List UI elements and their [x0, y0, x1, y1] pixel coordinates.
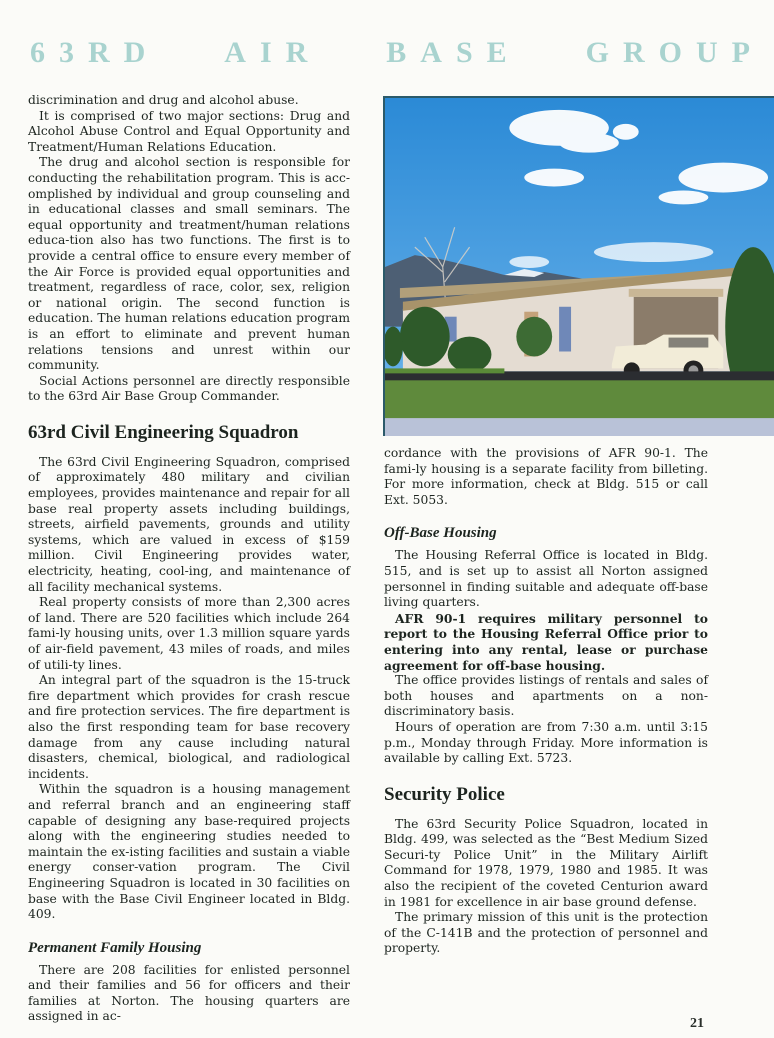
off-base-paragraph: The Housing Referral Office is located in Bldg. 515, and is set up to assist all Norton assigned personnel in finding suitable and adequate off-base living quarters. [384, 548, 708, 610]
window [559, 307, 571, 352]
right-column [384, 446, 708, 957]
security-police-paragraph: The 63rd Security Police Squadron, located in Bldg. 499, was selected as the “Best Medium Sized Securi-ty Police Unit” in the Military Airlift Command for 1978, 1979, 1980 and 1985. It was also the recipient of the coveted Centurion award in 1981 for excellence in air base ground defense. [384, 816, 708, 909]
security-police-paragraph: The primary mission of this unit is the protection of the C-141B and the protection of personnel and property. [384, 910, 708, 956]
banner-letter: A [420, 36, 442, 69]
banner-letter: R [622, 36, 645, 69]
security-police-heading: Security Police [384, 783, 505, 805]
banner-letter: 6 [30, 36, 45, 69]
lawn-left [385, 368, 504, 373]
page-number: 21 [690, 1016, 704, 1031]
housing-photo-illustration [385, 98, 774, 436]
banner-letter: B [386, 36, 407, 69]
banner-letter: I [259, 36, 272, 69]
banner-letter: D [123, 36, 146, 69]
housing-photo [383, 96, 774, 436]
banner-letter: S [455, 36, 473, 69]
carport-beam [629, 289, 724, 297]
sidewalk [385, 418, 774, 436]
banner-letter: G [585, 36, 609, 69]
banner-letter: U [695, 36, 718, 69]
left-column [28, 93, 350, 1025]
off-base-housing-heading: Off-Base Housing [384, 525, 497, 542]
banner-letter: 3 [59, 36, 74, 69]
intro-paragraph: discrimination and drug and alcohol abuse. [28, 93, 299, 107]
page-banner-title [30, 36, 750, 70]
civil-engineering-paragraph: Real property consists of more than 2,300 acres of land. There are 520 facilities which include 264 fami-ly housing units, over 1.3 million square yards of air-field pavement, 43 miles of roads, and miles of utili-ty lines. [28, 595, 350, 672]
intro-paragraph: The drug and alcohol section is responsible for conducting the rehabilitation program. This is acc-omplished by individual and group counseling and in educational classes and small seminars. The equal opportunity and treatment/human relations educa-tion also has two functions. The first is to provide a central office to ensure every member of the Air Force is provided equal opportunities and treatment, regardless of race, color, sex, religion or national origin. The second function is education. The human relations education program is an effort to eliminate and prevent human relations tensions and unrest within our community. [28, 155, 350, 373]
afr-notice: AFR 90-1 requires military personnel to report to the Housing Referral Office prior to entering into any rental, lease or purchase agreement for off-base housing. [384, 610, 708, 673]
off-base-paragraph: Hours of operation are from 7:30 a.m. until 3:15 p.m., Monday through Friday. More information is available by calling Ext. 5723. [384, 719, 708, 766]
housing-continuation-paragraph: cordance with the provisions of AFR 90-1. The fami-ly housing is a separate facility from billeting. For more information, check at Bldg. 515 or call Ext. 5053. [384, 446, 708, 507]
family-housing-paragraph: There are 208 facilities for enlisted personnel and their families and 56 for officers and their families at Norton. The housing quarters are assigned in ac- [28, 962, 350, 1024]
banner-letter: E [486, 36, 507, 69]
civil-engineering-heading: 63rd Civil Engineering Squadron [28, 421, 299, 443]
banner-letter: P [731, 36, 750, 69]
banner-word-base [386, 36, 506, 70]
lawn [385, 380, 774, 420]
family-housing-heading: Permanent Family Housing [28, 939, 202, 956]
banner-letter: O [658, 36, 682, 69]
civil-engineering-paragraph: An integral part of the squadron is the 15-truck fire department which provides for crash rescue and fire protection services. The fire department is also the first responding team for base recovery damage from any cause including natural disasters, chemical, biological, and radiological incidents. [28, 673, 350, 781]
civil-engineering-paragraph: The 63rd Civil Engineering Squadron, comprised of approximately 480 military and civilian employees, provides maintenance and repair for all base real property assets including buildings, streets, airfield pavements, grounds and utility systems, which are valued in excess of $159 million. Civil Engineering provides water, electricity, heating, cool-ing, and maintenance of all facility mechanical systems. [28, 454, 350, 594]
banner-letter: R [88, 36, 110, 69]
intro-paragraph: Social Actions personnel are directly responsible to the 63rd Air Base Group Commander. [28, 373, 350, 404]
banner-word-group [586, 36, 750, 70]
banner-word-air [224, 36, 307, 70]
civil-engineering-paragraph: Within the squadron is a housing management and referral branch and an engineering staff capable of designing any base-required projects along with the engineering studies needed to maintain the ex-isting facilities and sustain a viable energy conser-vation program. The Civil Engineering Squadron is located in 30 facilities on base with the Base Civil Engineer located in Bldg. 409. [28, 782, 350, 922]
banner-letter: R [285, 36, 308, 69]
intro-paragraph: It is comprised of two major sections: Drug and Alcohol Abuse Control and Equal Opportunity and Treatment/Human Relations Education. [28, 108, 350, 154]
banner-letter: A [224, 36, 246, 69]
off-base-paragraph: The office provides listings of rentals and sales of both houses and apartments on a non-discriminatory basis. [384, 673, 708, 719]
banner-word-63rd [30, 36, 145, 70]
